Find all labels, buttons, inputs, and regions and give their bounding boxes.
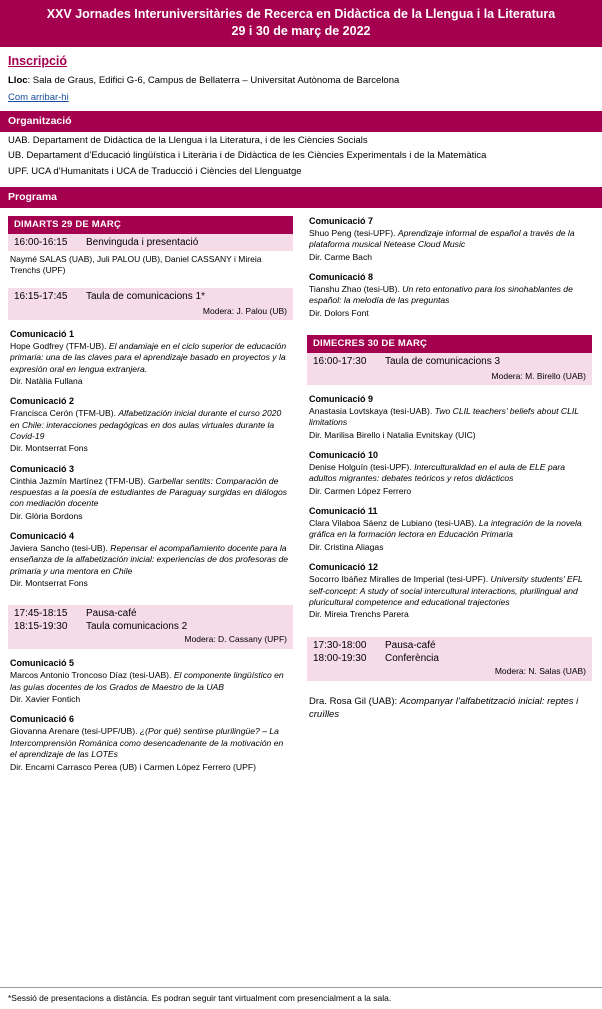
header-title-line2: 29 i 30 de març de 2022 (231, 23, 371, 38)
day1-break-slot (8, 607, 293, 620)
day1-panel2-slot (8, 620, 293, 633)
day2-panel3-moderator: Modera: M. Birello (UAB) (307, 370, 592, 385)
communication-11-number: Comunicació 11 (309, 506, 378, 517)
inscription-place (8, 75, 602, 88)
footer-note: *Sessió de presentacions a distància. Es podran seguir tant virtualment com presencialment a la sala. (0, 987, 602, 1009)
communication-10-title: Interculturalidad en el aula de ELE para adultos migrantes: debates teóricos y retos didácticos (309, 462, 566, 484)
communication-5-author: Marcos Antonio Troncoso Díaz (tesi-UAB). (10, 670, 174, 681)
day2-break-time: 17:30-18:00 (313, 639, 367, 651)
organization-line-2: UB. Departament d’Educació lingüística i Literària i de Didàctica de les Ciències Experimentals i de la Matemàtica (8, 150, 487, 162)
communication-10-author: Denise Holguín (tesi-UPF). (309, 462, 415, 473)
keynote-speaker: Dra. Rosa Gil (UAB): (309, 695, 400, 707)
program-band: Programa (0, 187, 602, 208)
communication-3 (8, 464, 293, 522)
communication-11 (307, 506, 592, 553)
communication-9-title: Two CLIL teachers’ beliefs about CLIL limitations (309, 406, 579, 428)
communication-6-dir: Dir. Encarni Carrasco Perea (UB) i Carmen López Ferrero (UPF) (10, 761, 256, 772)
communication-4-number: Comunicació 4 (10, 531, 75, 542)
day2-break-lecture-group (307, 637, 592, 681)
communication-1 (8, 329, 293, 387)
place-label: Lloc (8, 74, 28, 86)
day1-panel1-label: Taula de comunicacions 1* (86, 290, 205, 302)
day2-lecture-label: Conferència (385, 652, 439, 664)
organization-line-3: UPF. UCA d’Humanitats i UCA de Traducció i Ciències del Llenguatge (8, 166, 302, 178)
communication-4 (8, 531, 293, 589)
program-columns (0, 208, 602, 773)
program-column-left (8, 216, 293, 773)
communication-9 (307, 394, 592, 441)
keynote-title: Acompanyar l’alfabetització inicial: reptes i cruïlles (309, 695, 579, 720)
day1-panel1-time: 16:15-17:45 (14, 290, 68, 302)
keynote (307, 695, 592, 722)
communication-7 (307, 216, 592, 263)
communication-8-title: Un reto entonativo para los sinohablantes de español: la melodía de las preguntas (309, 284, 573, 306)
organization-line-1: UAB. Departament de Didàctica de la Llengua i la Literatura, i de les Ciències Socials (8, 134, 368, 146)
communication-8-author: Tianshu Zhao (tesi-UB). (309, 284, 403, 295)
communication-3-number: Comunicació 3 (10, 463, 75, 474)
day1-welcome-label: Benvinguda i presentació (86, 237, 199, 248)
communication-11-author: Clara Vilaboa Sáenz de Lubiano (tesi-UAB). (309, 518, 479, 529)
communication-6-author: Giovanna Arenare (tesi-UPF/UB). (10, 726, 140, 737)
day2-break-slot (307, 639, 592, 652)
communication-10-dir: Dir. Carmen López Ferrero (309, 485, 412, 496)
communication-6-title: ¿(Por qué) sentirse plurilingüe? – La Intercomprensión Románica como desencadenante de la motivación en el aprendizaje de las LOTEs (10, 726, 284, 760)
day1-panel1-moderator: Modera: J. Palou (UB) (8, 305, 293, 320)
communication-12-author: Socorro Ibáñez Miralles de Imperial (tesi-UPF). (309, 574, 491, 585)
day1-panel2-label: Taula comunicacions 2 (86, 621, 188, 633)
communication-8-number: Comunicació 8 (309, 272, 374, 283)
organization-band: Organització (0, 111, 602, 132)
communication-3-title: Garbellar sentits: Comparación de respuestas a la poesía de estudiantes de Paraguay surgidas en diálogos con mediación docente (10, 475, 288, 509)
communication-2-dir: Dir. Montserrat Fons (10, 443, 88, 454)
day1-band: DIMARTS 29 DE MARÇ (8, 216, 293, 234)
day2-panel3-slot (307, 353, 592, 370)
day1-panel2-time: 18:15-19:30 (14, 621, 68, 633)
communication-1-title: El andamiaje en el ciclo superior de educación primaria: una de las claves para el aprendizaje basado en proyectos y la expresión oral en lengua extranjera. (10, 340, 287, 374)
communication-7-title: Aprendizaje informal de español a través de la plataforma musical Netease Cloud Music (309, 228, 575, 250)
communication-2-title: Alfabetización inicial durante el curso 2020 en Chile: interacciones pedagógicas en dos aulas virtuales durante la Covid-19 (10, 408, 282, 441)
communication-5-title: El componente lingüístico en las guías docentes de los Grados de Maestro de la UAB (10, 670, 284, 692)
communication-8 (307, 272, 592, 319)
communication-7-author: Shuo Peng (tesi-UPF). (309, 228, 398, 238)
day2-lecture-slot (307, 652, 592, 665)
communication-7-number: Comunicació 7 (309, 216, 374, 226)
day2-lecture-time: 18:00-19:30 (313, 652, 367, 664)
communication-11-dir: Dir. Cristina Aliagas (309, 541, 384, 552)
directions-link[interactable]: Com arribar-hi (8, 91, 69, 103)
communication-9-number: Comunicació 9 (309, 394, 374, 405)
day2-lecture-moderator: Modera: N. Salas (UAB) (307, 665, 592, 680)
communication-2 (8, 396, 293, 454)
communication-2-author: Francisca Cerón (TFM-UB). (10, 408, 119, 419)
communication-9-author: Anastasia Lovtskaya (tesi-UAB). (309, 406, 435, 417)
program-column-right (307, 216, 592, 773)
day2-break-label: Pausa-café (385, 639, 436, 651)
poster-header (0, 0, 602, 47)
inscription-title: Inscripció (8, 53, 68, 68)
communication-12-number: Comunicació 12 (309, 562, 379, 573)
communication-10 (307, 450, 592, 497)
communication-5-number: Comunicació 5 (10, 658, 75, 669)
communication-3-author: Cinthia Jazmín Martínez (TFM-UB). (10, 475, 148, 486)
communication-12-dir: Dir. Mireia Trenchs Parera (309, 609, 409, 620)
communication-4-dir: Dir. Montserrat Fons (10, 578, 88, 589)
communication-12 (307, 562, 592, 620)
communication-12-title: University students’ EFL self-concept: A study of social intercultural interactions, plurilingual and pluricultural competence and educational trajectories (309, 574, 583, 607)
day2-panel3-time: 16:00-17:30 (313, 356, 367, 368)
communication-4-title: Repensar el acompañamiento docente para la enseñanza de la alfabetización inicial: experiencias de dos profesoras de primaria y una mentora en Chile (10, 543, 289, 576)
organization-section (0, 111, 602, 179)
communication-8-dir: Dir. Dolors Font (309, 307, 369, 318)
communication-1-dir: Dir. Natàlia Fullana (10, 375, 83, 386)
communication-11-title: La integración de la novela gráfica en la formación lectora en Educación Primaria (309, 518, 582, 540)
day1-panel2-moderator: Modera: D. Cassany (UPF) (8, 633, 293, 648)
communication-4-author: Javiera Sancho (tesi-UB). (10, 543, 111, 554)
communication-6 (8, 714, 293, 772)
day1-break-time: 17:45-18:15 (14, 608, 68, 620)
header-title-line1: XXV Jornades Interuniversitàries de Recerca en Didàctica de la Llengua i la Literatura (46, 7, 556, 21)
communication-3-dir: Dir. Glòria Bordons (10, 510, 83, 521)
day2-panel3-label: Taula de comunicacions 3 (385, 356, 501, 368)
communication-1-number: Comunicació 1 (10, 328, 75, 339)
communication-5 (8, 658, 293, 705)
communication-7-dir: Dir. Carme Bach (309, 251, 373, 262)
communication-5-dir: Dir. Xavier Fontich (10, 694, 81, 705)
day1-welcome-slot (8, 234, 293, 251)
day1-break-label: Pausa-café (86, 608, 137, 620)
day1-break-panel2-group (8, 605, 293, 649)
communication-6-number: Comunicació 6 (10, 714, 75, 725)
communication-2-number: Comunicació 2 (10, 396, 75, 407)
place-text: : Sala de Graus, Edifici G-6, Campus de Bellaterra – Universitat Autònoma de Barcelona (27, 74, 400, 86)
inscription-section (0, 47, 602, 103)
communication-10-number: Comunicació 10 (309, 450, 379, 461)
day1-welcome-people: Naymé SALAS (UAB), Juli PALOU (UB), Daniel CASSANY i Mireia Trenchs (UPF) (10, 254, 262, 276)
communication-1-author: Hope Godfrey (TFM-UB). (10, 340, 109, 351)
communication-9-dir: Dir. Marilisa Birello i Natalia Evnitskay (UIC) (309, 429, 476, 440)
day1-panel1-slot (8, 288, 293, 305)
day1-welcome-time: 16:00-16:15 (14, 237, 68, 248)
day2-band: DIMECRES 30 DE MARÇ (307, 335, 592, 353)
